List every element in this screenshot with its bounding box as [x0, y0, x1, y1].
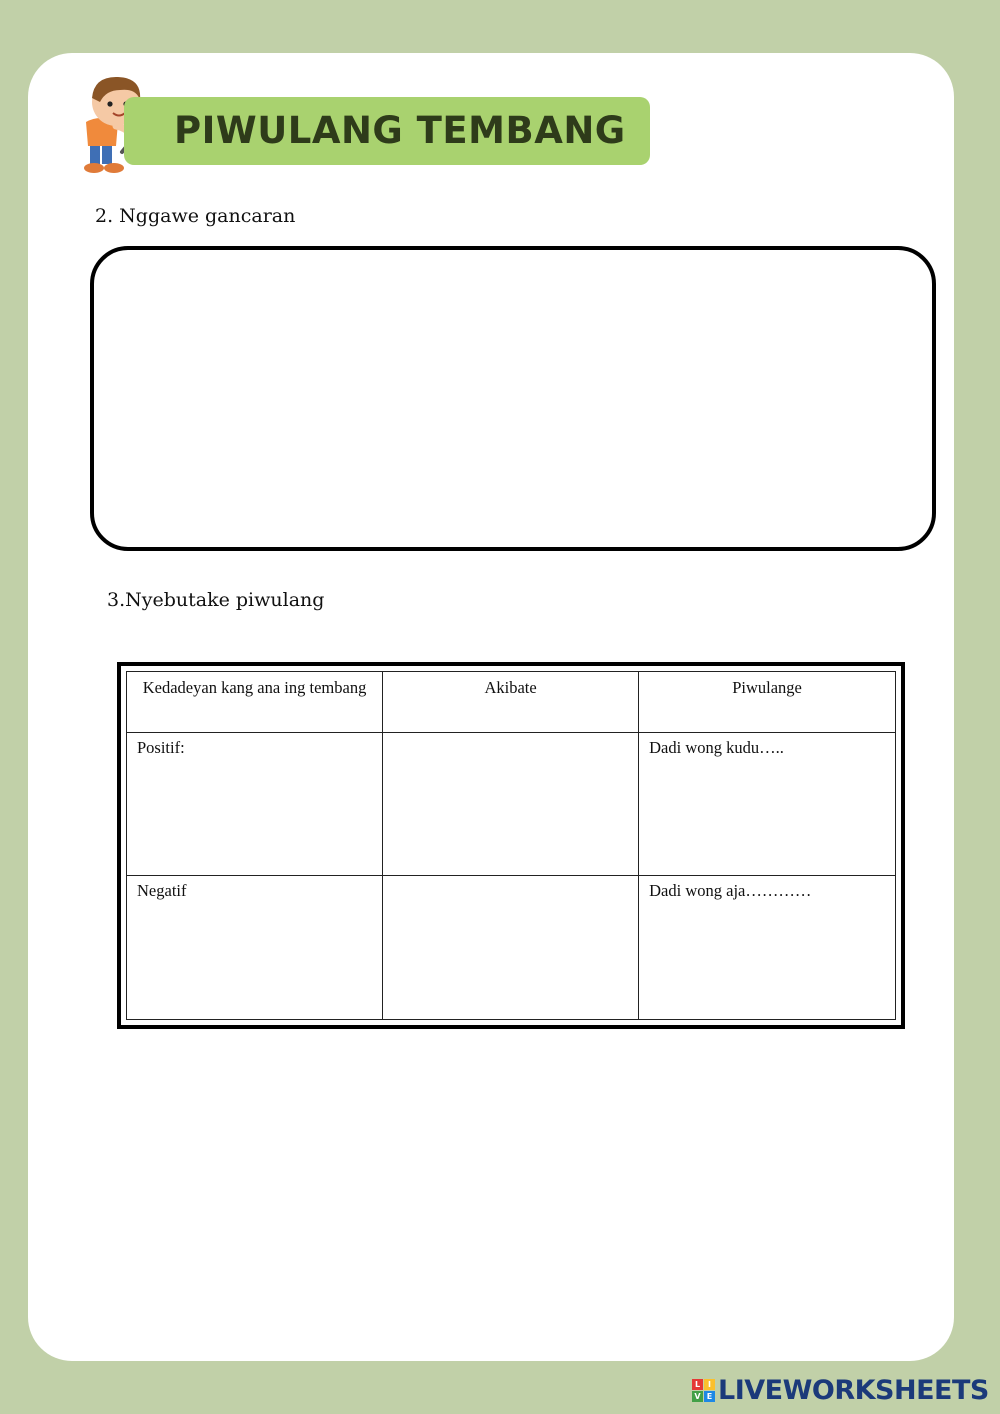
logo-square-v: V: [692, 1391, 703, 1402]
table-row-positif: [127, 732, 896, 876]
header-kedadeyan: Kedadeyan kang ana ing tembang: [127, 672, 383, 733]
header-akibate: Akibate: [383, 672, 639, 733]
logo-square-e: E: [704, 1391, 715, 1402]
page-title: PIWULANG TEMBANG: [174, 109, 626, 152]
cell-positif-akibate[interactable]: [383, 732, 639, 876]
cell-positif-piwulange[interactable]: Dadi wong kudu…..: [639, 732, 896, 876]
piwulang-table: [117, 662, 905, 1029]
cell-negatif-label: Negatif: [127, 876, 383, 1020]
section-2-heading: 2. Nggawe gancaran: [95, 205, 296, 227]
cell-positif-label: Positif:: [127, 732, 383, 876]
logo-square-i: I: [704, 1379, 715, 1390]
header-piwulange: Piwulange: [639, 672, 896, 733]
table-row-negatif: [127, 876, 896, 1020]
cell-negatif-akibate[interactable]: [383, 876, 639, 1020]
logo-text: LIVEWORKSHEETS: [718, 1374, 989, 1406]
gancaran-answer-box[interactable]: [90, 246, 936, 551]
logo-squares-icon: [692, 1379, 715, 1402]
table-header-row: [127, 672, 896, 733]
cell-negatif-piwulange[interactable]: Dadi wong aja…………: [639, 876, 896, 1020]
section-3-heading: 3.Nyebutake piwulang: [107, 589, 325, 611]
logo-square-l: L: [692, 1379, 703, 1390]
liveworksheets-logo[interactable]: [692, 1374, 989, 1406]
